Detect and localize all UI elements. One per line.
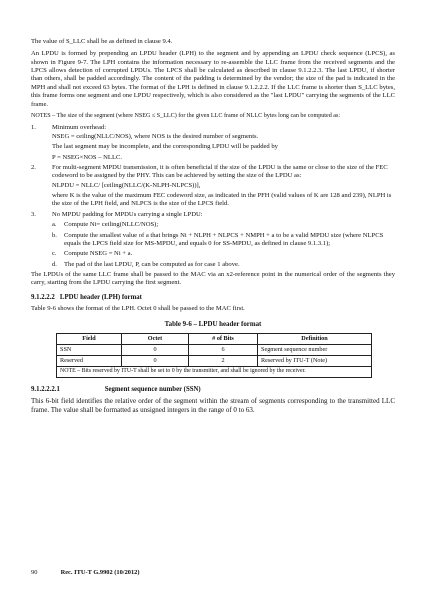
table-cell: SSN	[57, 345, 122, 356]
formula-line: P = NSEG×NOS – NLLC.	[52, 153, 123, 161]
column-header: # of Bits	[189, 334, 258, 345]
list-number: 3.	[31, 210, 36, 218]
table-header-row	[57, 334, 372, 345]
list-item-text: No MPDU padding for MPDUs carrying a single LPDU:	[52, 210, 203, 218]
table-note-row	[57, 367, 372, 378]
paragraph-lpdu-formation: An LPDU is formed by prepending an LPDU header (LPH) to the segment and by appending an LPDU check sequence (LPCS), as shown in Figure 9-7. The LPH contains the information necessary to re-assemble the LLC frame from the received segments and the LPCS allows detection of corrupted LPDUs. The LPCS shall be calculated as described in clause 9.1.2.2.3. The last LPDU, if shorter than others, shall be padded accordingly. The content of the padding is determined by the vendor; the size of the pad is indicated in the MPH and shall not exceed 63 bytes. The format of the LPH is defined in clause 9.1.2.2.2. If the LLC frame is shorter than S_LLC bytes, this frame forms one segment and one LPDU respectively, which is also considered as the "last LPDU" carrying the segments of the LLC frame.	[31, 50, 395, 108]
sub-text: Compute NSEG = Ni + a.	[64, 250, 133, 258]
document-reference: Rec. ITU-T G.9902 (10/2012)	[60, 569, 140, 576]
section-heading-9-1-2-2-2-1	[31, 386, 395, 395]
list-item-text: Minimum overhead:	[52, 123, 107, 131]
list-number: 2.	[31, 164, 36, 172]
paragraph-lpdu-order: The LPDUs of the same LLC frame shall be passed to the MAC via an x2-reference point in the numerical order of the segments they carry, starting from the LPDU carrying the first segment.	[31, 271, 395, 287]
table-row	[57, 345, 372, 356]
table-cell: Segment sequence number	[258, 345, 372, 356]
section-number: 9.1.2.2.2.1	[31, 385, 60, 393]
table-cell: 0	[122, 345, 189, 356]
sub-item-a	[52, 221, 395, 229]
table-caption: Table 9-6 – LPDU header format	[164, 320, 262, 328]
page-footer	[31, 569, 395, 577]
sub-text: The pad of the last LPDU, P, can be computed as for case 1 above.	[64, 260, 240, 268]
sub-item-d	[52, 261, 395, 269]
sub-label: c.	[52, 250, 57, 258]
section-number: 9.1.2.2.2	[31, 293, 55, 301]
lph-format-table	[56, 333, 372, 377]
sub-label: b.	[52, 231, 57, 239]
column-header: Field	[57, 334, 122, 345]
table-cell: 0	[122, 356, 189, 367]
sub-item-c	[52, 250, 395, 258]
sub-text: Compute the smallest value of a that brings Ni + NLPH + NLPCS + NMPH + a to be a valid MPDU size (where NLPCS equals the LPCS field size for MS-MPDU, and equals 0 for SS-MPDU, as defined in clause 9.1.3.1);	[64, 231, 384, 247]
sub-item-b	[52, 232, 395, 249]
sub-label: d.	[52, 260, 57, 268]
note-segment-size: NOTES – The size of the segment (where NSEG ≤ S_LLC) for the given LLC frame of NLLC bytes long can be computed as:	[31, 112, 341, 119]
section-title: LPDU header (LPH) format	[59, 293, 142, 301]
table-cell: Reserved by ITU-T (Note)	[258, 356, 372, 367]
formula-line: NSEG = ceiling(NLLC/NOS), where NOS is the desired number of segments.	[52, 132, 259, 140]
column-header: Octet	[122, 334, 189, 345]
list-item-text: For multi-segment MPDU transmission, it is often beneficial if the size of the LPDU is the same or close to the size of the FEC codeword to be assigned by the PHY. This can be achieved by setting the size of the LPDU as:	[52, 164, 388, 180]
sub-label: a.	[52, 221, 57, 229]
table-note: NOTE – Bits reserved by ITU-T shall be set to 0 by the transmitter, and shall be ignored by the receiver.	[57, 367, 372, 378]
formula-line: NLPDU = NLLC/ [ceiling(NLLC/(K-NLPH-NLPCS))],	[52, 181, 201, 189]
list-item-3	[31, 211, 395, 269]
column-header: Definition	[258, 334, 372, 345]
page-body	[31, 38, 395, 419]
formula-line: The last segment may be incomplete, and the corresponding LPDU will be padded by	[52, 143, 278, 151]
table-row	[57, 356, 372, 367]
table-cell: 6	[189, 345, 258, 356]
formula-line: where K is the value of the maximum FEC codeword size, as indicated in the PFH (valid values of K are 128 and 239), NLPH is the size of the LPH field, and NLPCS is the size of the LPCS field.	[52, 192, 392, 208]
list-item-1	[31, 124, 395, 162]
paragraph-lph-format: Table 9-6 shows the format of the LPH. Octet 0 shall be passed to the MAC first.	[31, 305, 245, 313]
list-number: 1.	[31, 123, 36, 131]
table-cell: 2	[189, 356, 258, 367]
table-cell: Reserved	[57, 356, 122, 367]
page-number: 90	[31, 569, 38, 576]
paragraph-ssn: This 6-bit field identifies the relative order of the segment within the stream of segments corresponding to the transmitted LLC frame. The value shall be formatted as unsigned integers in the range of 0 to 63.	[31, 397, 395, 415]
section-heading-9-1-2-2-2	[31, 294, 395, 303]
list-item-2	[31, 164, 395, 209]
section-title: Segment sequence number (SSN)	[104, 385, 201, 393]
paragraph-sllc: The value of S_LLC shall be as defined in clause 9.4.	[31, 38, 173, 45]
sub-text: Compute Ni= ceiling(NLLC/NOS);	[64, 221, 159, 229]
